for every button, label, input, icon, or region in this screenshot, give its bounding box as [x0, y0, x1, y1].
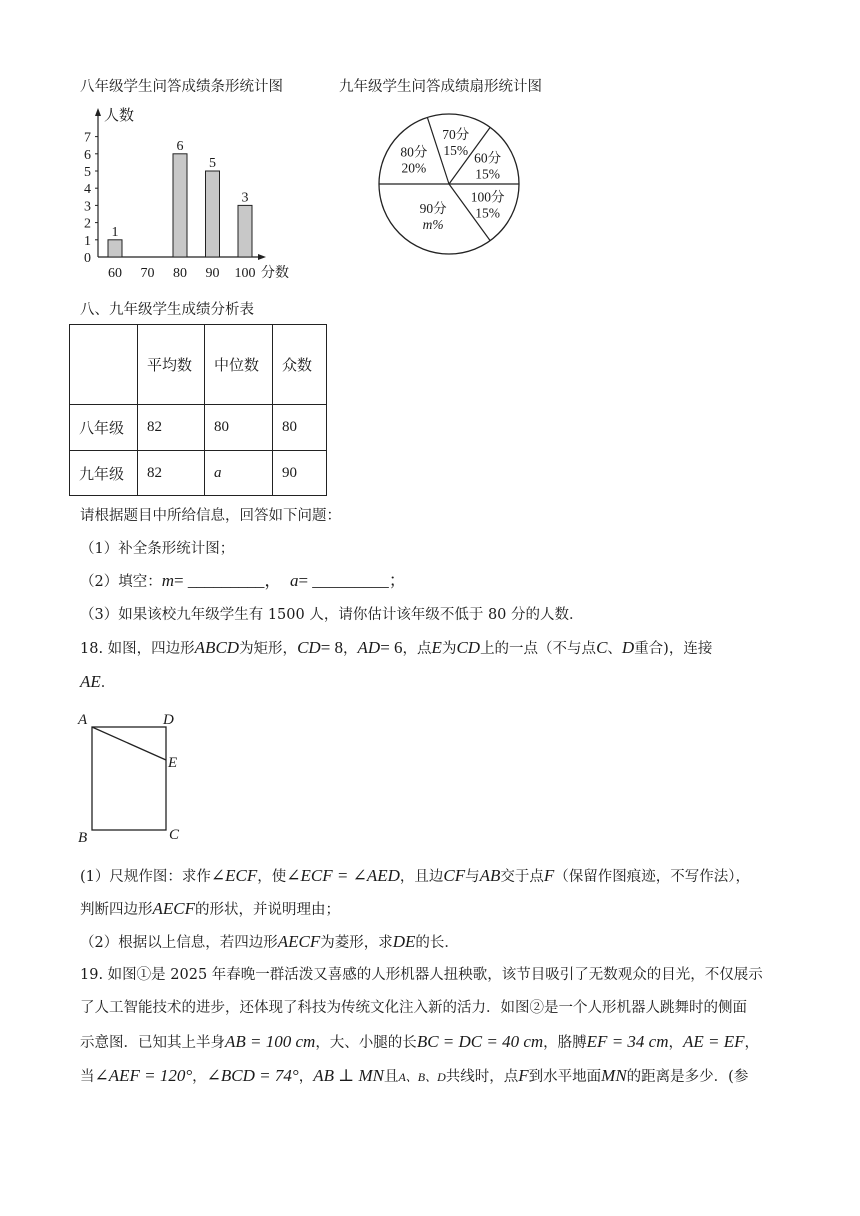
text: 上的一点（不与点 [480, 641, 597, 657]
text: ，胳膊 [543, 1035, 587, 1051]
q18-line2 [80, 672, 115, 693]
q18-sub1-line2 [80, 899, 340, 920]
label-c: C [169, 827, 180, 843]
table-cell: 82 [138, 405, 205, 451]
rectangle-figure [74, 706, 194, 846]
text: 与 [465, 869, 480, 885]
math: CF [443, 866, 466, 885]
table-header-cell [70, 325, 138, 405]
text: ， [298, 1069, 314, 1085]
q19-line3 [80, 1032, 759, 1053]
math: C [596, 638, 608, 657]
x-axis-label: 分数 [261, 266, 289, 281]
q18-sub2 [80, 932, 459, 953]
math-var: a [289, 571, 299, 590]
y-tick-label: 7 [84, 130, 91, 146]
math: F [518, 1066, 529, 1085]
math: AECF [152, 899, 195, 918]
label-e: E [168, 755, 178, 771]
text: （2）根据以上信息，若四边形 [80, 935, 278, 951]
text: 的距离是多少．(参 [626, 1069, 749, 1085]
bar [173, 154, 187, 257]
math: D [621, 638, 635, 657]
pie-slice-label: 80分 [400, 144, 428, 160]
table-cell: 90 [273, 451, 327, 496]
table-caption: 八、九年级学生成绩分析表 [80, 302, 254, 318]
text: 到水平地面 [528, 1069, 602, 1085]
math: BC = DC = 40 cm [416, 1032, 544, 1051]
bar-value-label: 1 [111, 224, 119, 240]
math: F [543, 866, 555, 885]
score-analysis-table [69, 324, 327, 496]
text: ， [192, 1069, 207, 1085]
q17-prompt: 请根据题目中所给信息，回答如下问题： [80, 508, 341, 524]
y-tick-label: 3 [84, 199, 91, 215]
q17-part1: （1）补全条形统计图； [80, 541, 235, 557]
text: ，大、小腿的长 [315, 1035, 417, 1051]
math: ABCD [194, 638, 240, 657]
x-axis-arrow [258, 254, 266, 260]
text: 当 [80, 1069, 95, 1085]
text: 18. 如图，四边形 [80, 641, 195, 657]
math: CD [456, 638, 481, 657]
table-row [70, 405, 327, 451]
text: （保留作图痕迹，不写作法）， [554, 869, 751, 885]
table-cell: a [205, 451, 273, 496]
pie-slice-value: m% [422, 217, 444, 233]
table-header-row [70, 325, 327, 405]
text: 的形状，并说明理由； [195, 902, 340, 918]
pie-slice-value: 15% [443, 143, 469, 159]
segment-ae [92, 727, 166, 760]
math: AD [357, 638, 381, 657]
math: AE = EF [682, 1032, 745, 1051]
bar-value-label: 5 [209, 156, 216, 171]
q17-part3: （3）如果该校九年级学生有 1500 人，请你估计该年级不低于 80 分的人数． [80, 607, 584, 623]
x-tick-label: 90 [205, 266, 220, 281]
math-var: m [161, 571, 175, 590]
text: 且 [383, 1069, 399, 1085]
math: AE [80, 672, 101, 691]
bar [206, 171, 220, 257]
y-tick-label: 2 [84, 216, 91, 232]
pie-slice-label: 100分 [470, 189, 505, 205]
pie-chart [370, 110, 530, 260]
q18-line1: 18. 如图，四边形ABCD为矩形，CD= 8，AD= 6，点E为CD上的一点（不与点C、D重合)，连接 [80, 638, 713, 657]
y-tick-label: 6 [84, 147, 91, 163]
math: ∠BCD = 74° [206, 1066, 299, 1085]
math: = 6 [380, 638, 403, 657]
text: 为菱形，求 [320, 935, 393, 951]
math: AB [479, 866, 501, 885]
text: 示意图．已知其上半身 [80, 1035, 225, 1051]
y-tick-label: 4 [84, 182, 91, 198]
text: 共线时，点 [445, 1069, 519, 1085]
pie-slice-value: 15% [475, 205, 501, 221]
math: DE [392, 932, 416, 951]
label-a: A [78, 712, 88, 728]
label-d: D [163, 712, 174, 728]
q19-line1: 19. 如图①是 2025 年春晚一群活泼又喜感的人形机器人扭秧歌，该节目吸引了无数观众的目光，不仅展示 [80, 967, 763, 983]
text: ，点 [402, 641, 432, 657]
y-tick-label: 0 [84, 251, 91, 266]
math: ∠ECF = ∠AED [286, 866, 400, 885]
math: A、B、D [398, 1070, 446, 1084]
text: 的长． [415, 935, 459, 951]
pie-slice-label: 90分 [419, 201, 447, 217]
bar [108, 240, 122, 257]
q19-line2: 了人工智能技术的进步，还体现了科技为传统文化注入新的活力．如图②是一个人形机器人跳舞时的侧面 [80, 1000, 747, 1016]
blank: = _________； [298, 571, 406, 590]
math: = 8 [320, 638, 344, 657]
table-cell: 80 [205, 405, 273, 451]
table-header-cell: 平均数 [138, 325, 205, 405]
table-header-cell: 中位数 [205, 325, 273, 405]
pie-slice-label: 60分 [474, 150, 502, 166]
y-axis-arrow [95, 108, 101, 116]
rectangle-abcd [92, 727, 166, 830]
x-tick-label: 100 [234, 266, 256, 281]
table-cell: 九年级 [70, 451, 138, 496]
q17-part2 [80, 571, 406, 592]
y-axis-label: 人数 [104, 108, 135, 124]
math: ∠AEF = 120° [94, 1066, 193, 1085]
text: 判断四边形 [80, 902, 153, 918]
table-cell: 八年级 [70, 405, 138, 451]
bar-value-label: 3 [241, 190, 249, 206]
table-row [70, 451, 327, 496]
q18-sub1-line1 [80, 866, 750, 887]
math: AECF [277, 932, 321, 951]
math: MN [601, 1066, 627, 1085]
y-tick-label: 5 [84, 165, 91, 180]
math: CD [297, 638, 321, 657]
pie-slice-value: 20% [401, 160, 427, 176]
bar [238, 205, 252, 257]
text: 、 [607, 641, 622, 657]
pie-slice-value: 15% [475, 166, 501, 182]
y-tick-label: 1 [84, 233, 91, 249]
bar-chart-title: 八年级学生问答成绩条形统计图 [80, 79, 283, 95]
x-tick-label: 70 [140, 266, 155, 281]
table-cell: 80 [273, 405, 327, 451]
text: （2）填空： [80, 574, 162, 590]
text: (1）尺规作图：求作 [80, 869, 211, 885]
math: AB = 100 cm [225, 1032, 316, 1051]
math: AB ⊥ MN [313, 1066, 384, 1085]
text: ， [668, 1035, 683, 1051]
x-tick-label: 80 [173, 266, 187, 281]
text: 为 [441, 641, 457, 657]
text: 交于点 [500, 869, 544, 885]
pie-slice-label: 70分 [442, 127, 470, 143]
math: EF = 34 cm [586, 1032, 669, 1051]
x-tick-label: 60 [108, 266, 122, 281]
pie-chart-title: 九年级学生问答成绩扇形统计图 [339, 79, 542, 95]
text: 为矩形， [239, 641, 298, 657]
table-header-cell: 众数 [273, 325, 327, 405]
table-cell: 82 [138, 451, 205, 496]
text: 重合)，连接 [634, 641, 713, 657]
text: ，且边 [399, 869, 444, 885]
text: ． [100, 675, 116, 691]
bar-value-label: 6 [176, 138, 184, 154]
math: ∠ECF [210, 866, 258, 885]
math: E [431, 638, 442, 657]
bar-chart [80, 100, 320, 285]
text: ，使 [257, 869, 287, 885]
label-b: B [78, 830, 88, 846]
q19-line4 [80, 1066, 748, 1087]
blank: = _________， [174, 571, 282, 590]
text: ， [744, 1035, 759, 1051]
